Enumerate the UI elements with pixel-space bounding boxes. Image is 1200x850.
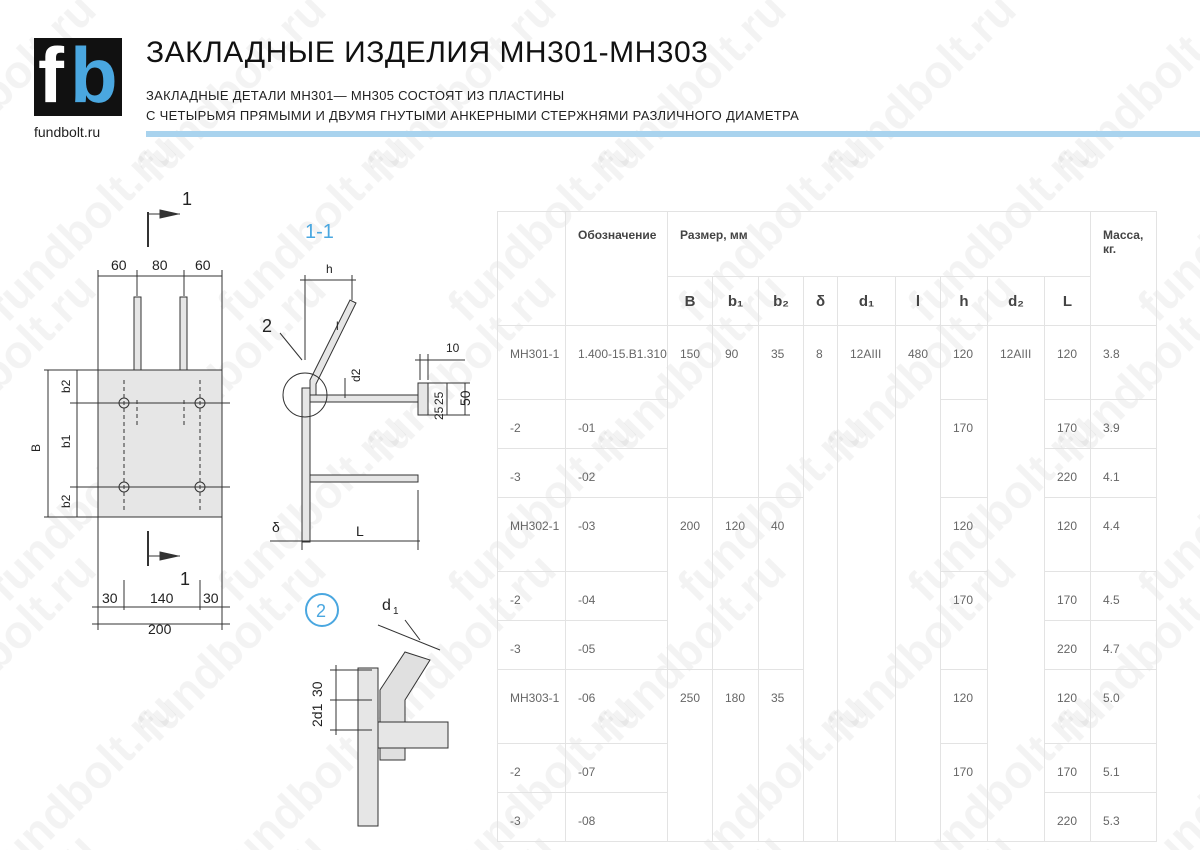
cell-designation: -05 — [566, 621, 668, 670]
watermark-text — [586, 0, 796, 192]
dim-b1: b1 — [59, 434, 73, 448]
cell-h: 170 — [941, 400, 988, 498]
cell-mass: 4.5 — [1091, 572, 1157, 621]
cell-designation: -06 — [566, 670, 668, 744]
cell-b2: 40 — [759, 498, 804, 670]
anchor-bar-right — [180, 297, 187, 370]
dim-d2: d2 — [349, 368, 363, 382]
plate-section — [302, 388, 310, 542]
cell-mass: 5.3 — [1091, 793, 1157, 842]
dim-b2-bottom: b2 — [59, 494, 73, 508]
cell-name: -3 — [498, 449, 566, 498]
cell-L: 170 — [1045, 744, 1091, 793]
cell-designation: -02 — [566, 449, 668, 498]
label-2: 2 — [262, 316, 273, 336]
logo-letter-f: f — [38, 31, 60, 119]
cell-L: 170 — [1045, 572, 1091, 621]
detail-mark: 2 — [316, 601, 327, 621]
cell-L: 220 — [1045, 449, 1091, 498]
dim-bot-30b: 30 — [203, 590, 219, 606]
cell-d1: 12AIII — [838, 326, 896, 842]
header-name-blank — [498, 212, 566, 326]
cell-b1: 180 — [713, 670, 759, 842]
cell-name: МН301-1 — [498, 326, 566, 400]
cell-B: 150 — [668, 326, 713, 498]
table-row — [498, 326, 1157, 400]
dim-25: 25 — [432, 391, 446, 405]
dim-50: 50 — [457, 390, 473, 406]
cell-name: -3 — [498, 621, 566, 670]
dim-total: 200 — [148, 621, 172, 637]
subheader-7: d₂ — [988, 277, 1045, 326]
cell-h: 170 — [941, 744, 988, 842]
subheader-6: h — [941, 277, 988, 326]
cell-designation: -03 — [566, 498, 668, 572]
cell-designation: -01 — [566, 400, 668, 449]
dim-bot-140: 140 — [150, 590, 174, 606]
subtitle-line-2: С ЧЕТЫРЬМЯ ПРЯМЫМИ И ДВУМЯ ГНУТЫМИ АНКЕРНЫМИ СТЕРЖНЯМИ РАЗЛИЧНОГО ДИАМЕТРА — [146, 108, 800, 123]
dim-top-60b: 60 — [195, 257, 211, 273]
technical-drawing — [0, 0, 497, 850]
cell-l: 480 — [896, 326, 941, 842]
cell-designation: -08 — [566, 793, 668, 842]
cell-name: -2 — [498, 400, 566, 449]
header-mass: Масса, кг. — [1091, 212, 1157, 326]
subheader-4: d₁ — [838, 277, 896, 326]
end-plate — [418, 383, 428, 415]
dim-top-80: 80 — [152, 257, 168, 273]
subheader-5: l — [896, 277, 941, 326]
detail-plate — [358, 668, 378, 826]
cell-delta: 8 — [804, 326, 838, 842]
spec-table — [497, 211, 1157, 842]
cell-L: 120 — [1045, 326, 1091, 400]
plate-plan — [98, 370, 222, 517]
cell-L: 120 — [1045, 498, 1091, 572]
cell-h: 120 — [941, 326, 988, 400]
anchor-rod-bottom — [310, 475, 418, 482]
cell-name: -2 — [498, 744, 566, 793]
anchor-bar-left — [134, 297, 141, 370]
cell-mass: 3.8 — [1091, 326, 1157, 400]
cell-b1: 90 — [713, 326, 759, 498]
subheader-2: b₂ — [759, 277, 804, 326]
cell-designation: -04 — [566, 572, 668, 621]
cell-mass: 3.9 — [1091, 400, 1157, 449]
dim-10: 10 — [446, 341, 460, 355]
dim-h: h — [326, 262, 333, 276]
cell-mass: 5.1 — [1091, 744, 1157, 793]
dim-2d1: 2d1 — [309, 703, 325, 727]
dim-l: l — [336, 319, 339, 333]
header-designation: Обозначение — [566, 212, 668, 326]
logo-letter-b: b — [70, 31, 118, 119]
section-arrow-bottom — [160, 552, 178, 560]
cell-b2: 35 — [759, 670, 804, 842]
subheader-0: B — [668, 277, 713, 326]
dim-top-60a: 60 — [111, 257, 127, 273]
cell-mass: 4.1 — [1091, 449, 1157, 498]
dim-bot-30a: 30 — [102, 590, 118, 606]
logo-site-text: fundbolt.ru — [34, 124, 101, 140]
cell-name: -2 — [498, 572, 566, 621]
cell-name: МН302-1 — [498, 498, 566, 572]
header-size: Размер, мм — [668, 212, 1091, 277]
section-arrow-top — [160, 210, 178, 218]
cell-designation: 1.400-15.В1.310 — [566, 326, 668, 400]
cell-B: 200 — [668, 498, 713, 670]
cell-b2: 35 — [759, 326, 804, 498]
cell-h: 120 — [941, 498, 988, 572]
cell-L: 120 — [1045, 670, 1091, 744]
detail-rod — [378, 722, 448, 748]
dim-b2-top: b2 — [59, 379, 73, 393]
dim-25b: 25 — [432, 406, 446, 420]
subheader-3: δ — [804, 277, 838, 326]
section-mark-bottom: 1 — [180, 569, 191, 589]
dim-L: L — [356, 523, 364, 539]
subheader-8: L — [1045, 277, 1091, 326]
cell-mass: 4.7 — [1091, 621, 1157, 670]
cell-mass: 4.4 — [1091, 498, 1157, 572]
dim-d1: d — [382, 597, 391, 614]
cell-b1: 120 — [713, 498, 759, 670]
subtitle-line-1: ЗАКЛАДНЫЕ ДЕТАЛИ МН301— МН305 СОСТОЯТ ИЗ ПЛАСТИНЫ — [146, 88, 565, 103]
cell-name: -3 — [498, 793, 566, 842]
cell-d2: 12AIII — [988, 326, 1045, 842]
dim-B: B — [29, 443, 43, 452]
subheader-1: b₁ — [713, 277, 759, 326]
cell-designation: -07 — [566, 744, 668, 793]
watermark-text — [1046, 0, 1200, 192]
cell-h: 120 — [941, 670, 988, 744]
cell-L: 220 — [1045, 793, 1091, 842]
dim-delta: δ — [272, 519, 280, 535]
dim-30: 30 — [309, 681, 325, 697]
dim-d1-sub: 1 — [393, 606, 399, 617]
cell-name: МН303-1 — [498, 670, 566, 744]
section-title: 1-1 — [305, 221, 334, 243]
watermark-text — [816, 0, 1026, 192]
cell-mass: 5.0 — [1091, 670, 1157, 744]
section-mark-top: 1 — [182, 189, 193, 209]
cell-h: 170 — [941, 572, 988, 670]
cell-B: 250 — [668, 670, 713, 842]
cell-L: 170 — [1045, 400, 1091, 449]
page-title: ЗАКЛАДНЫЕ ИЗДЕЛИЯ МН301-МН303 — [146, 36, 709, 69]
cell-L: 220 — [1045, 621, 1091, 670]
